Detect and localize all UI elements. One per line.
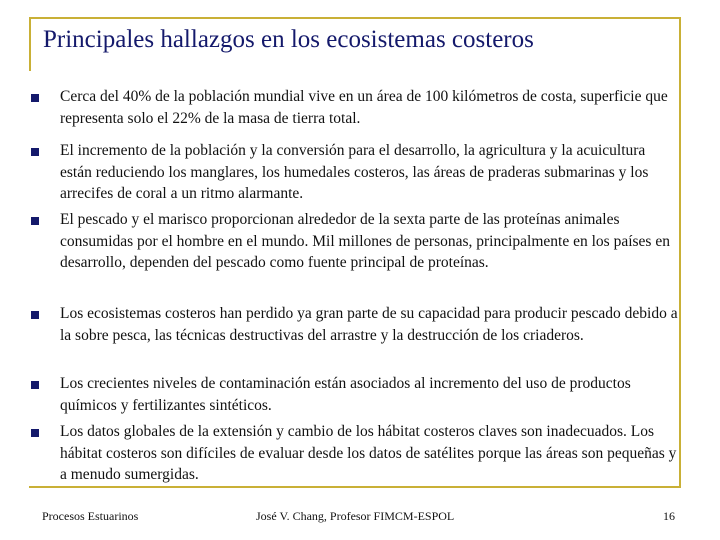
square-bullet-icon bbox=[31, 381, 39, 389]
square-bullet-icon bbox=[31, 148, 39, 156]
bullet-text: Los datos globales de la extensión y cambio de los hábitat costeros claves son inadecuados. Los hábitat costeros son difíciles de evaluar desde los datos de satélites porque las áreas son pequeñas y a menudo sumergidas. bbox=[60, 423, 677, 483]
bullet-text: Los crecientes niveles de contaminación están asociados al incremento del uso de productos químicos y fertilizantes sintéticos. bbox=[60, 375, 631, 414]
square-bullet-icon bbox=[31, 217, 39, 225]
bullet-text: Los ecosistemas costeros han perdido ya gran parte de su capacidad para producir pescado debido a la sobre pesca, las técnicas destructivas del arrastre y la destrucción de los criaderos. bbox=[60, 305, 678, 344]
page-number: 16 bbox=[663, 509, 675, 523]
bottom-rule bbox=[29, 486, 681, 488]
square-bullet-icon bbox=[31, 429, 39, 437]
bullet-text: El incremento de la población y la conversión para el desarrollo, la agricultura y la acuicultura están reduciendo los manglares, los humedales costeros, las áreas de praderas submarinas y los arrecifes de coral a un ritmo alarmante. bbox=[60, 142, 649, 202]
slide-title: Principales hallazgos en los ecosistemas costeros bbox=[43, 26, 534, 53]
bullet-text: Cerca del 40% de la población mundial vive en un área de 100 kilómetros de costa, superficie que representa solo el 22% de la masa de tierra total. bbox=[60, 88, 668, 127]
square-bullet-icon bbox=[31, 94, 39, 102]
bullet-text: El pescado y el marisco proporcionan alrededor de la sexta parte de las proteínas animales consumidas por el hombre en el mundo. Mil millones de personas, principalmente en los países en desarrollo, dependen del pescado como fuente principal de proteínas. bbox=[60, 211, 670, 271]
footer-author: José V. Chang, Profesor FIMCM-ESPOL bbox=[256, 509, 455, 523]
footer-course: Procesos Estuarinos bbox=[42, 509, 139, 523]
square-bullet-icon bbox=[31, 311, 39, 319]
